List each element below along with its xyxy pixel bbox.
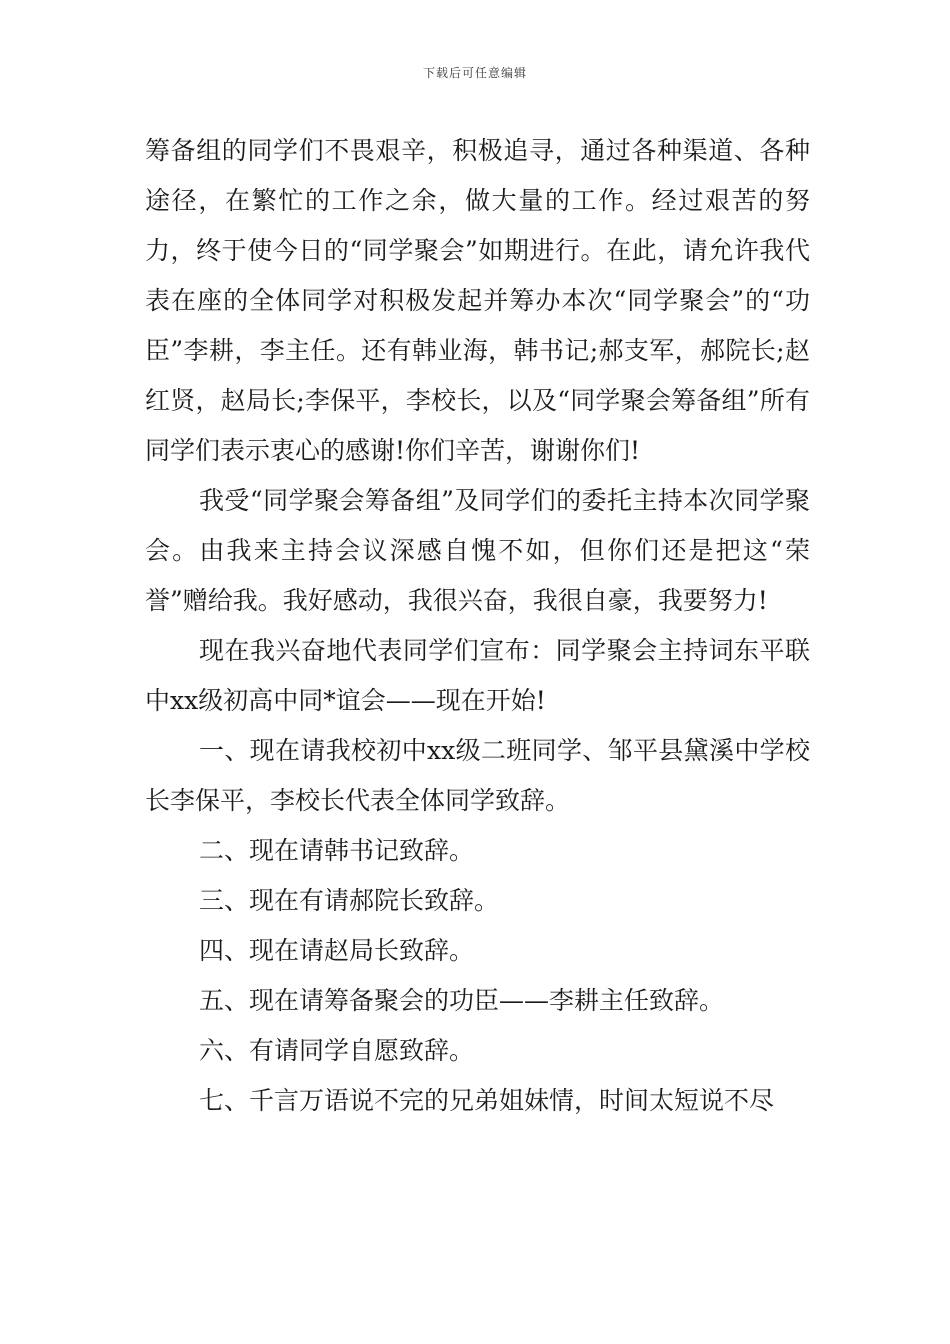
agenda-item-1: 一、现在请我校初中xx级二班同学、邹平县黛溪中学校长李保平，李校长代表全体同学致辞。 — [145, 736, 810, 815]
page-header: 下载后可任意编辑 — [422, 66, 527, 80]
agenda-item-6: 六、有请同学自愿致辞。 — [199, 1036, 475, 1065]
agenda-item-3: 三、现在有请郝院长致辞。 — [199, 886, 500, 915]
paragraph-acknowledgement: 筹备组的同学们不畏艰辛，积极追寻，通过各种渠道、各种途径，在繁忙的工作之余，做大量的工作。经过艰苦的努力，终于使今日的“同学聚会”如期进行。在此，请允许我代表在座的全体同学对积极发起并筹办本次“同学聚会”的“功臣”李耕，李主任。还有韩业海，韩书记;郝支军，郝院长;赵红贤，赵局长;李保平，李校长，以及“同学聚会筹备组”所有同学们表示衷心的感谢!你们辛苦，谢谢你们! — [145, 136, 810, 465]
document-body — [145, 126, 810, 1126]
paragraph-opening-announcement: 现在我兴奋地代表同学们宣布：同学聚会主持词东平联中xx级初高中同*谊会——现在开始! — [145, 636, 810, 715]
agenda-item-5: 五、现在请筹备聚会的功臣——李耕主任致辞。 — [199, 986, 725, 1015]
agenda-item-7: 七、千言万语说不完的兄弟姐妹情，时间太短说不尽 — [199, 1086, 775, 1115]
agenda-item-4: 四、现在请赵局长致辞。 — [199, 936, 475, 965]
agenda-item-2: 二、现在请韩书记致辞。 — [199, 836, 475, 865]
paragraph-host-intro: 我受“同学聚会筹备组”及同学们的委托主持本次同学聚会。由我来主持会议深感自愧不如，但你们还是把这“荣誉”赠给我。我好感动，我很兴奋，我很自豪，我要努力! — [145, 486, 810, 615]
